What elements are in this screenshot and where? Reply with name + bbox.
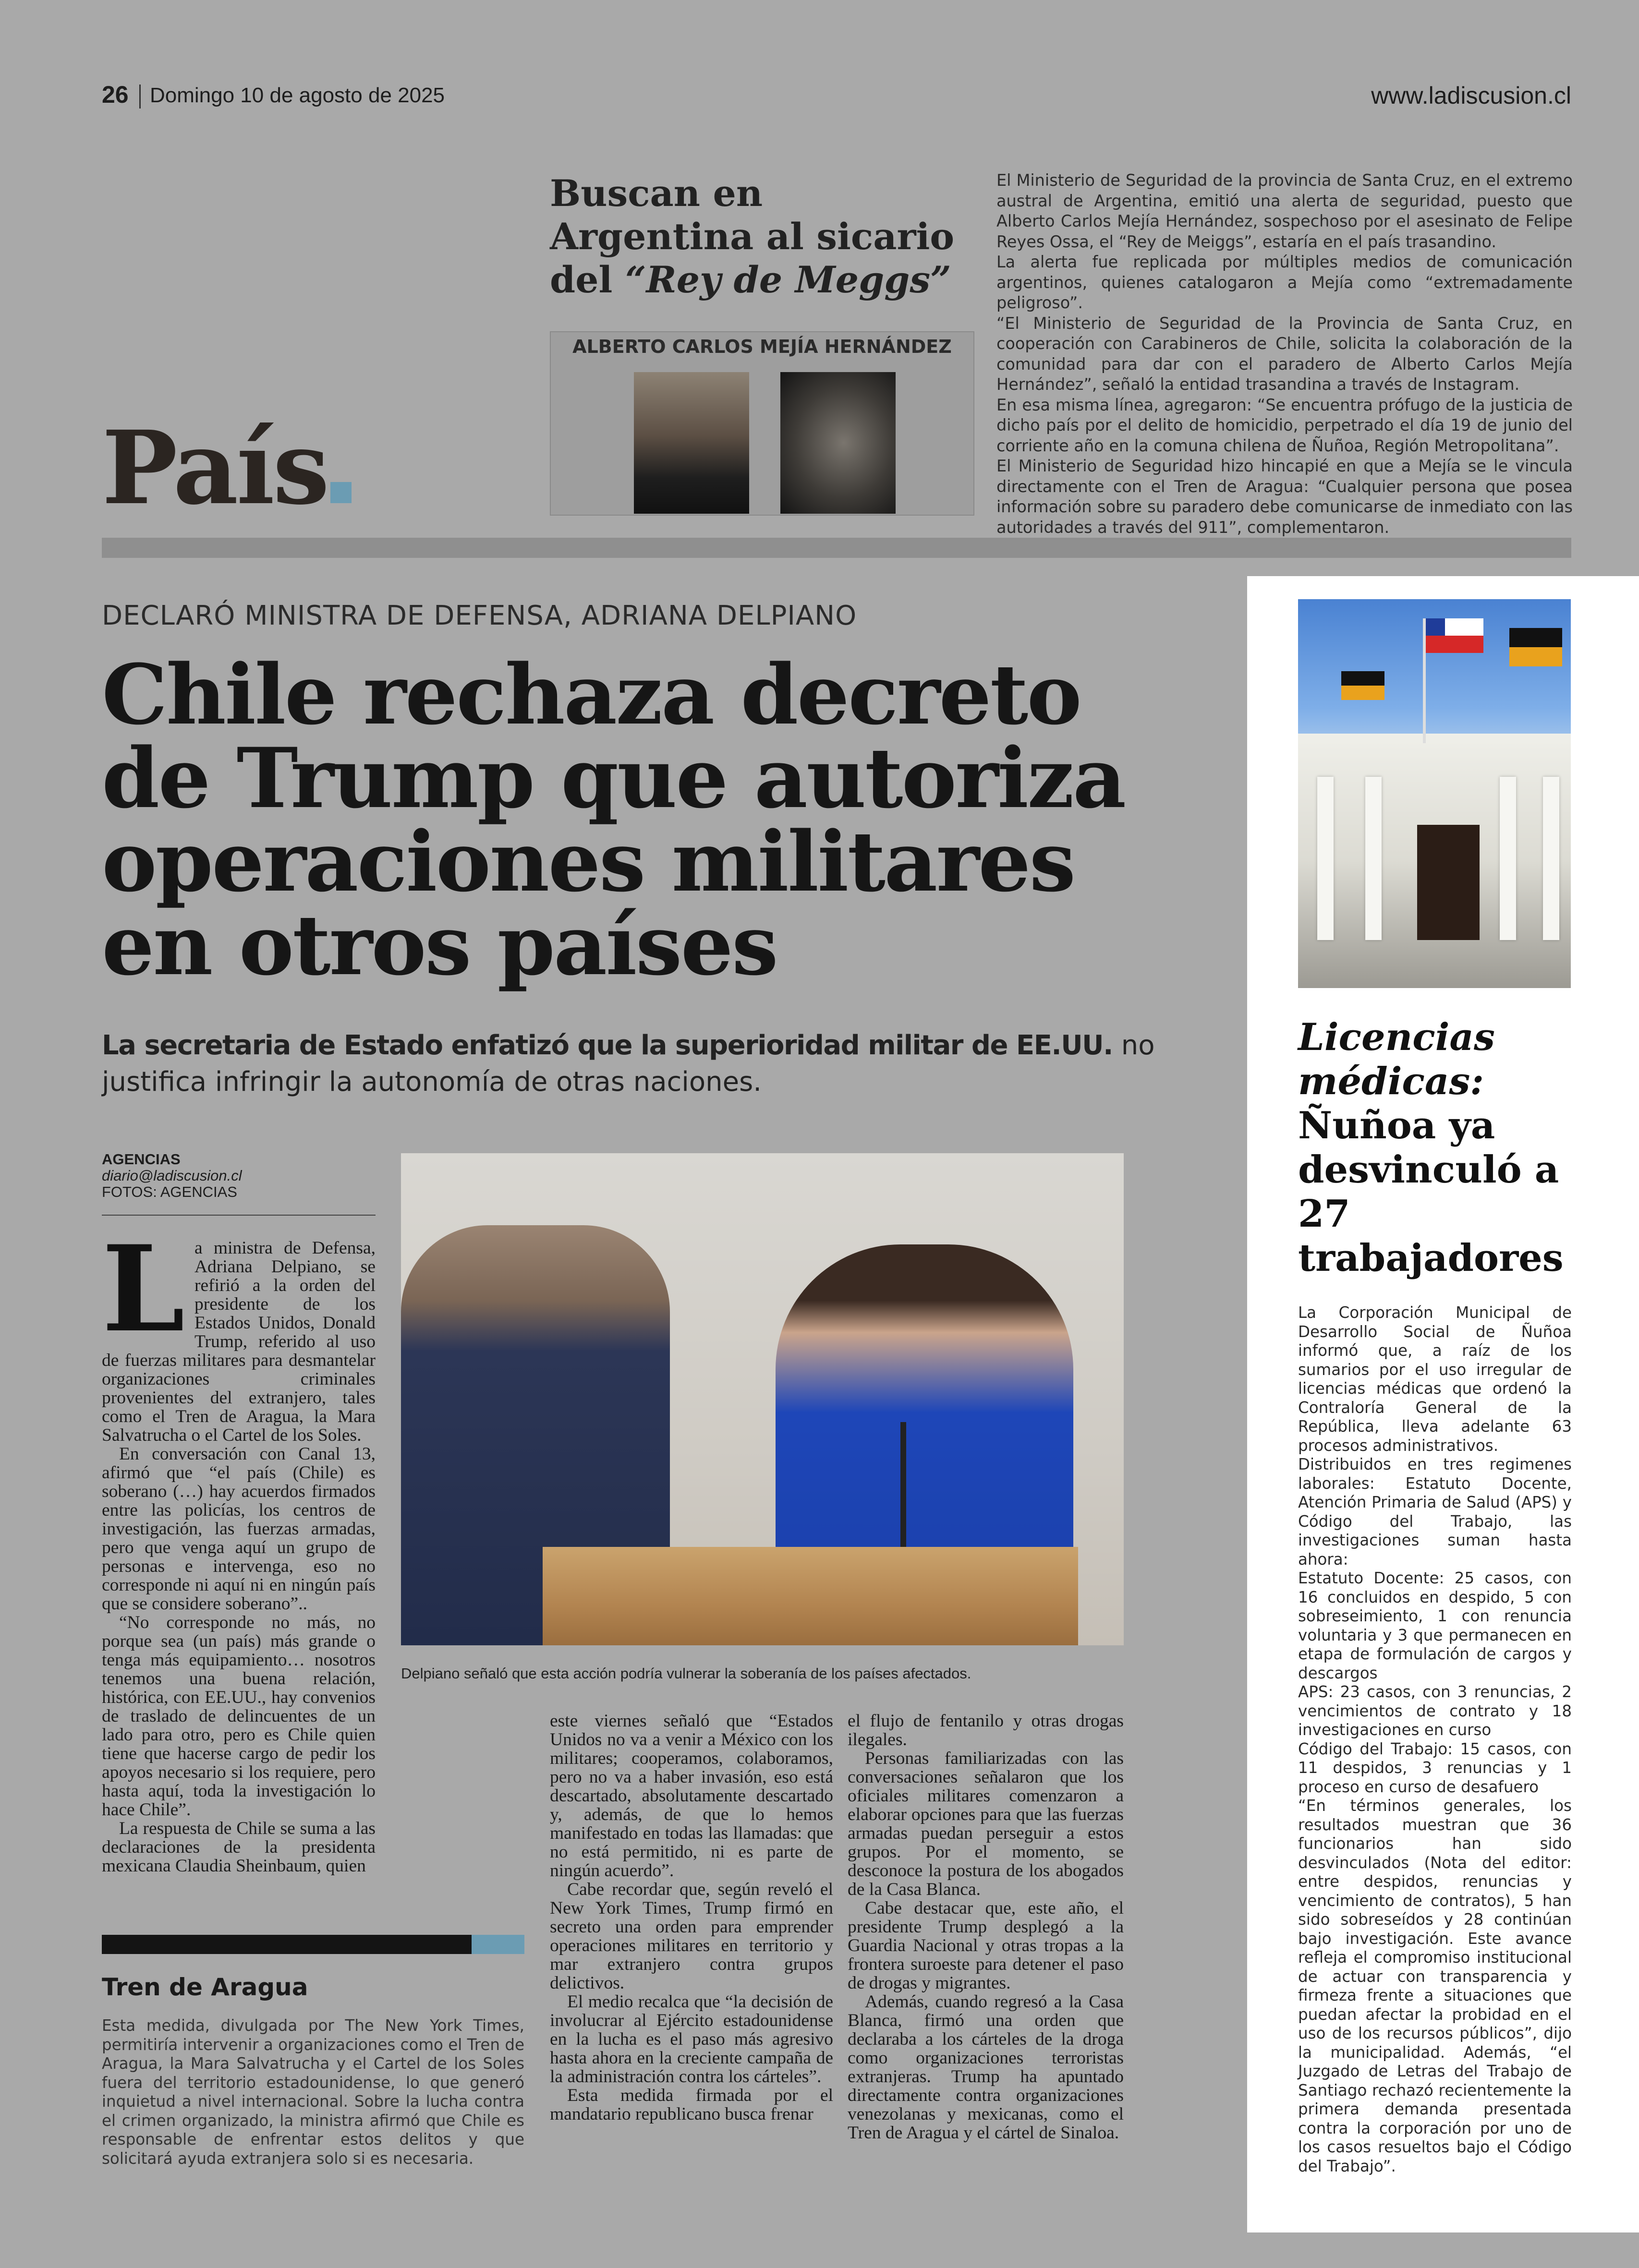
byline-rule bbox=[102, 1215, 376, 1216]
section-divider bbox=[102, 538, 1571, 558]
article-paragraph: este viernes señaló que “Estados Unidos no va a venir a México con los militares; cooperamos, colaboramos, pero no va a haber invasión, eso está descartado, absolutamente descartado y, además, de que lo hemos manifestado en todas las llamadas: que no está permitido, ni es parte de ningún acuerdo”. bbox=[550, 1711, 833, 1881]
building-column bbox=[1543, 777, 1559, 940]
box-rule-dark bbox=[102, 1935, 472, 1954]
sidebar-paragraph: La Corporación Municipal de Desarrollo Social de Ñuñoa informó que, a raíz de los sumarios por el uso irregular de licencias médicas que ordenó la Contraloría General de la República, lleva adelante 63 procesos administrativos. bbox=[1298, 1303, 1572, 1455]
article-kicker: DECLARÓ MINISTRA DE DEFENSA, ADRIANA DELPIANO bbox=[102, 600, 857, 631]
box-title: Tren de Aragua bbox=[102, 1973, 308, 2001]
sidebar-paragraph: Código del Trabajo: 15 casos, con 11 despidos, 3 renuncias y 1 proceso en curso de desafuero bbox=[1298, 1739, 1572, 1796]
sidebar-paragraph: Estatuto Docente: 25 casos, con 16 concluidos en despido, 5 con sobreseimiento, 1 con renuncia voluntaria y 3 que permanecen en etapa de formulación de cargos y descargos bbox=[1298, 1569, 1572, 1682]
article-paragraph: el flujo de fentanilo y otras drogas ilegales. bbox=[848, 1711, 1124, 1749]
article-paragraph: Cabe recordar que, según reveló el New York Times, Trump firmó en secreto una orden para emprender operaciones militares en territorio y mar extranjero contra grupos delictivos. bbox=[550, 1880, 833, 1993]
article-paragraph: La respuesta de Chile se suma a las declaraciones de la presidenta mexicana Claudia Sheinbaum, quien bbox=[102, 1819, 376, 1876]
article-paragraph: Personas familiarizadas con las conversaciones señalaron que los oficiales militares comenzaron a elaborar opciones para que las fuerzas armadas puedan perseguir a estos grupos. Por el momento, se desconoce la postura de los abogados de la Casa Blanca. bbox=[848, 1749, 1124, 1899]
section-dot bbox=[330, 482, 352, 503]
page-header bbox=[102, 81, 1571, 114]
main-photo bbox=[401, 1153, 1124, 1645]
byline-photos: FOTOS: AGENCIAS bbox=[102, 1183, 237, 1200]
sidebar-body bbox=[1298, 1303, 1572, 2176]
box-text: Esta medida, divulgada por The New York Times, permitiría intervenir a organizaciones como el Tren de Aragua, la Mara Salvatrucha y el Cartel de los Soles fuera del territorio estadounidense, lo que generó inquietud a nivel internacional. Sobre la lucha contra el crimen organizado, la ministra afirmó que Chile es responsable de enfrentar estos delitos y que solicitará ayuda extranjera solo si es necesaria. bbox=[102, 2016, 524, 2168]
sidebar-paragraph: APS: 23 casos, con 3 renuncias, 2 vencimientos de contrato y 18 investigaciones en curso bbox=[1298, 1683, 1572, 1739]
page-number: 26 bbox=[102, 81, 129, 108]
article-deck bbox=[102, 1027, 1158, 1100]
teaser-title-italic: “Rey de Meggs” bbox=[625, 258, 951, 301]
photo-caption: Delpiano señaló que esta acción podría vulnerar la soberanía de los países afectados. bbox=[401, 1665, 971, 1682]
building-column bbox=[1500, 777, 1516, 940]
teaser-title-plain: Buscan en Argentina al sicario del bbox=[550, 172, 955, 301]
teaser-paragraph: La alerta fue replicada por múltiples medios de comunicación argentinos, quienes catalogaron a Mejía como “extremadamente peligroso”. bbox=[996, 253, 1573, 312]
byline-agency: AGENCIAS bbox=[102, 1151, 181, 1168]
article-headline[interactable]: Chile rechaza decreto de Trump que autoriza operaciones militares en otros países bbox=[102, 646, 1125, 994]
teaser-paragraph: El Ministerio de Seguridad hizo hincapié en que a Mejía se le vincula directamente con el Tren de Aragua: “Cualquier persona que posea información sobre su paradero debe comunicarse de inmediato con las autoridades a través del 911”, complementaron. bbox=[996, 457, 1573, 537]
article-column-3 bbox=[848, 1712, 1124, 2142]
article-paragraph: El medio recalca que “la decisión de involucrar al Ejército estadounidense en la lucha es el paso más agresivo hasta ahora en la creciente campaña de la administración contra los cárteles”. bbox=[550, 1992, 833, 2087]
article-column-2 bbox=[550, 1712, 833, 2123]
article-column-1 bbox=[102, 1220, 376, 1876]
building-door bbox=[1417, 825, 1480, 940]
box-rule-accent bbox=[472, 1935, 524, 1954]
suspect-name-label: ALBERTO CARLOS MEJÍA HERNÁNDEZ bbox=[572, 336, 952, 357]
section-title bbox=[102, 409, 352, 527]
byline bbox=[102, 1151, 376, 1200]
teaser-body bbox=[996, 170, 1573, 538]
teaser-paragraph: “El Ministerio de Seguridad de la Provincia de Santa Cruz, en cooperación con Carabineros de Chile, solicita la colaboración de la comunidad para dar con el paradero de Alberto Carlos Mejía Hernández”, señaló la entidad trasandina a través de Instagram. bbox=[996, 314, 1573, 394]
photo-podium bbox=[543, 1547, 1078, 1645]
deck-bold: La secretaria de Estado enfatizó que la superioridad militar de EE.UU. bbox=[102, 1030, 1113, 1061]
article-paragraph: Esta medida firmada por el mandatario republicano busca frenar bbox=[550, 2086, 833, 2124]
drop-cap: L bbox=[102, 1220, 185, 1359]
teaser-headline[interactable] bbox=[550, 172, 972, 302]
sidebar-headline[interactable] bbox=[1298, 1015, 1586, 1280]
issue-date: Domingo 10 de agosto de 2025 bbox=[150, 84, 445, 107]
suspect-photo-panel bbox=[550, 331, 974, 516]
sidebar-paragraph: Distribuidos en tres regimenes laborales: Estatuto Docente, Atención Primaria de Salud (APS) y Código del Trabajo, las investigaciones suman hasta ahora: bbox=[1298, 1455, 1572, 1568]
sidebar-title-rest: Ñuñoa ya desvinculó a 27 trabajadores bbox=[1298, 1104, 1564, 1280]
building-column bbox=[1365, 777, 1382, 940]
deck-rest: no justifica infringir la autonomía de otras naciones. bbox=[102, 1030, 1155, 1098]
article-paragraph: En conversación con Canal 13, afirmó que “el país (Chile) es soberano (…) hay acuerdos firmados entre las policías, los centros de investigación, las fuerzas armadas, pero que venga aquí un grupo de personas e intervenga, eso no corresponde ni aquí ni en ningún país que se considere soberano”.. bbox=[102, 1444, 376, 1614]
building-column bbox=[1317, 777, 1334, 940]
teaser-paragraph: El Ministerio de Seguridad de la provincia de Santa Cruz, en el extremo austral de Argentina, emitió una alerta de seguridad, puesto que Alberto Carlos Mejía Hernández, sospechoso por el asesinato de Felipe Reyes Ossa, el “Rey de Meiggs”, estaría en el país trasandino. bbox=[996, 171, 1573, 251]
chile-flag bbox=[1426, 618, 1483, 653]
sidebar-building-photo bbox=[1298, 599, 1571, 988]
suspect-portrait-photo bbox=[634, 372, 749, 514]
section-name: País bbox=[102, 409, 328, 527]
municipal-flag bbox=[1341, 671, 1384, 700]
sidebar-title-italic: Licencias médicas: bbox=[1298, 1015, 1495, 1103]
byline-email[interactable]: diario@ladiscusion.cl bbox=[102, 1167, 242, 1184]
article-paragraph: a ministra de Defensa, Adriana Delpiano, se refirió a la orden del presidente de los Estados Unidos, Donald Trump, referido al uso de fuerzas militares para desmantelar organizaciones criminales provenientes del extranjero, tales como el Tren de Aragua, la Mara Salvatrucha o el Cartel de los Soles. bbox=[102, 1238, 376, 1445]
website-link[interactable]: www.ladiscusion.cl bbox=[1371, 82, 1571, 109]
sidebar-paragraph: “En términos generales, los resultados muestran que 36 funcionarios han sido desvinculados (Nota del editor: entre despidos, renuncias y vencimiento de contratos), 5 han sido sobreseídos y 28 continúan bajo investigación. Este avance refleja el compromiso institucional de actuar con transparencia y firmeza frente a situaciones que puedan afectar la probidad en el uso de los recursos públicos”, dijo la municipalidad. Además, “el Juzgado de Letras del Trabajo de Santiago rechazó recientemente la primera demanda presentada contra la corporación por uno de los casos resueltos bajo el Código del Trabajo”. bbox=[1298, 1797, 1572, 2175]
article-paragraph: Cabe destacar que, este año, el presidente Trump desplegó a la Guardia Nacional y otras tropas a la frontera suroeste para detener el paso de drogas y migrantes. bbox=[848, 1898, 1124, 1993]
suspect-tattoo-photo bbox=[780, 372, 896, 514]
article-paragraph: Además, cuando regresó a la Casa Blanca, firmó una orden que declaraba a los cárteles de la droga como organizaciones terroristas extranjeras. Trump ha apuntado directamente contra organizaciones venezolanas y mexicanas, como el Tren de Aragua y el cártel de Sinaloa. bbox=[848, 1992, 1124, 2143]
article-paragraph: “No corresponde no más, no porque sea (un país) más grande o tenga más equipamiento… nosotros tenemos una buena relación, histórica, con EE.UU., hay convenios de traslado de delincuentes de un lado para otro, pero es Chile quien tiene que hacerse cargo de pedir los apoyos necesario si los requiere, pero hasta aquí, toda la investigación lo hace Chile”. bbox=[102, 1613, 376, 1820]
photo-microphone bbox=[900, 1422, 906, 1552]
teaser-paragraph: En esa misma línea, agregaron: “Se encuentra prófugo de la justicia de dicho país por el delito de homicidio, perpetrado el día 19 de junio del corriente año en la comuna chilena de Ñuñoa, Región Metropolitana”. bbox=[996, 395, 1573, 455]
municipal-flag bbox=[1509, 628, 1562, 666]
